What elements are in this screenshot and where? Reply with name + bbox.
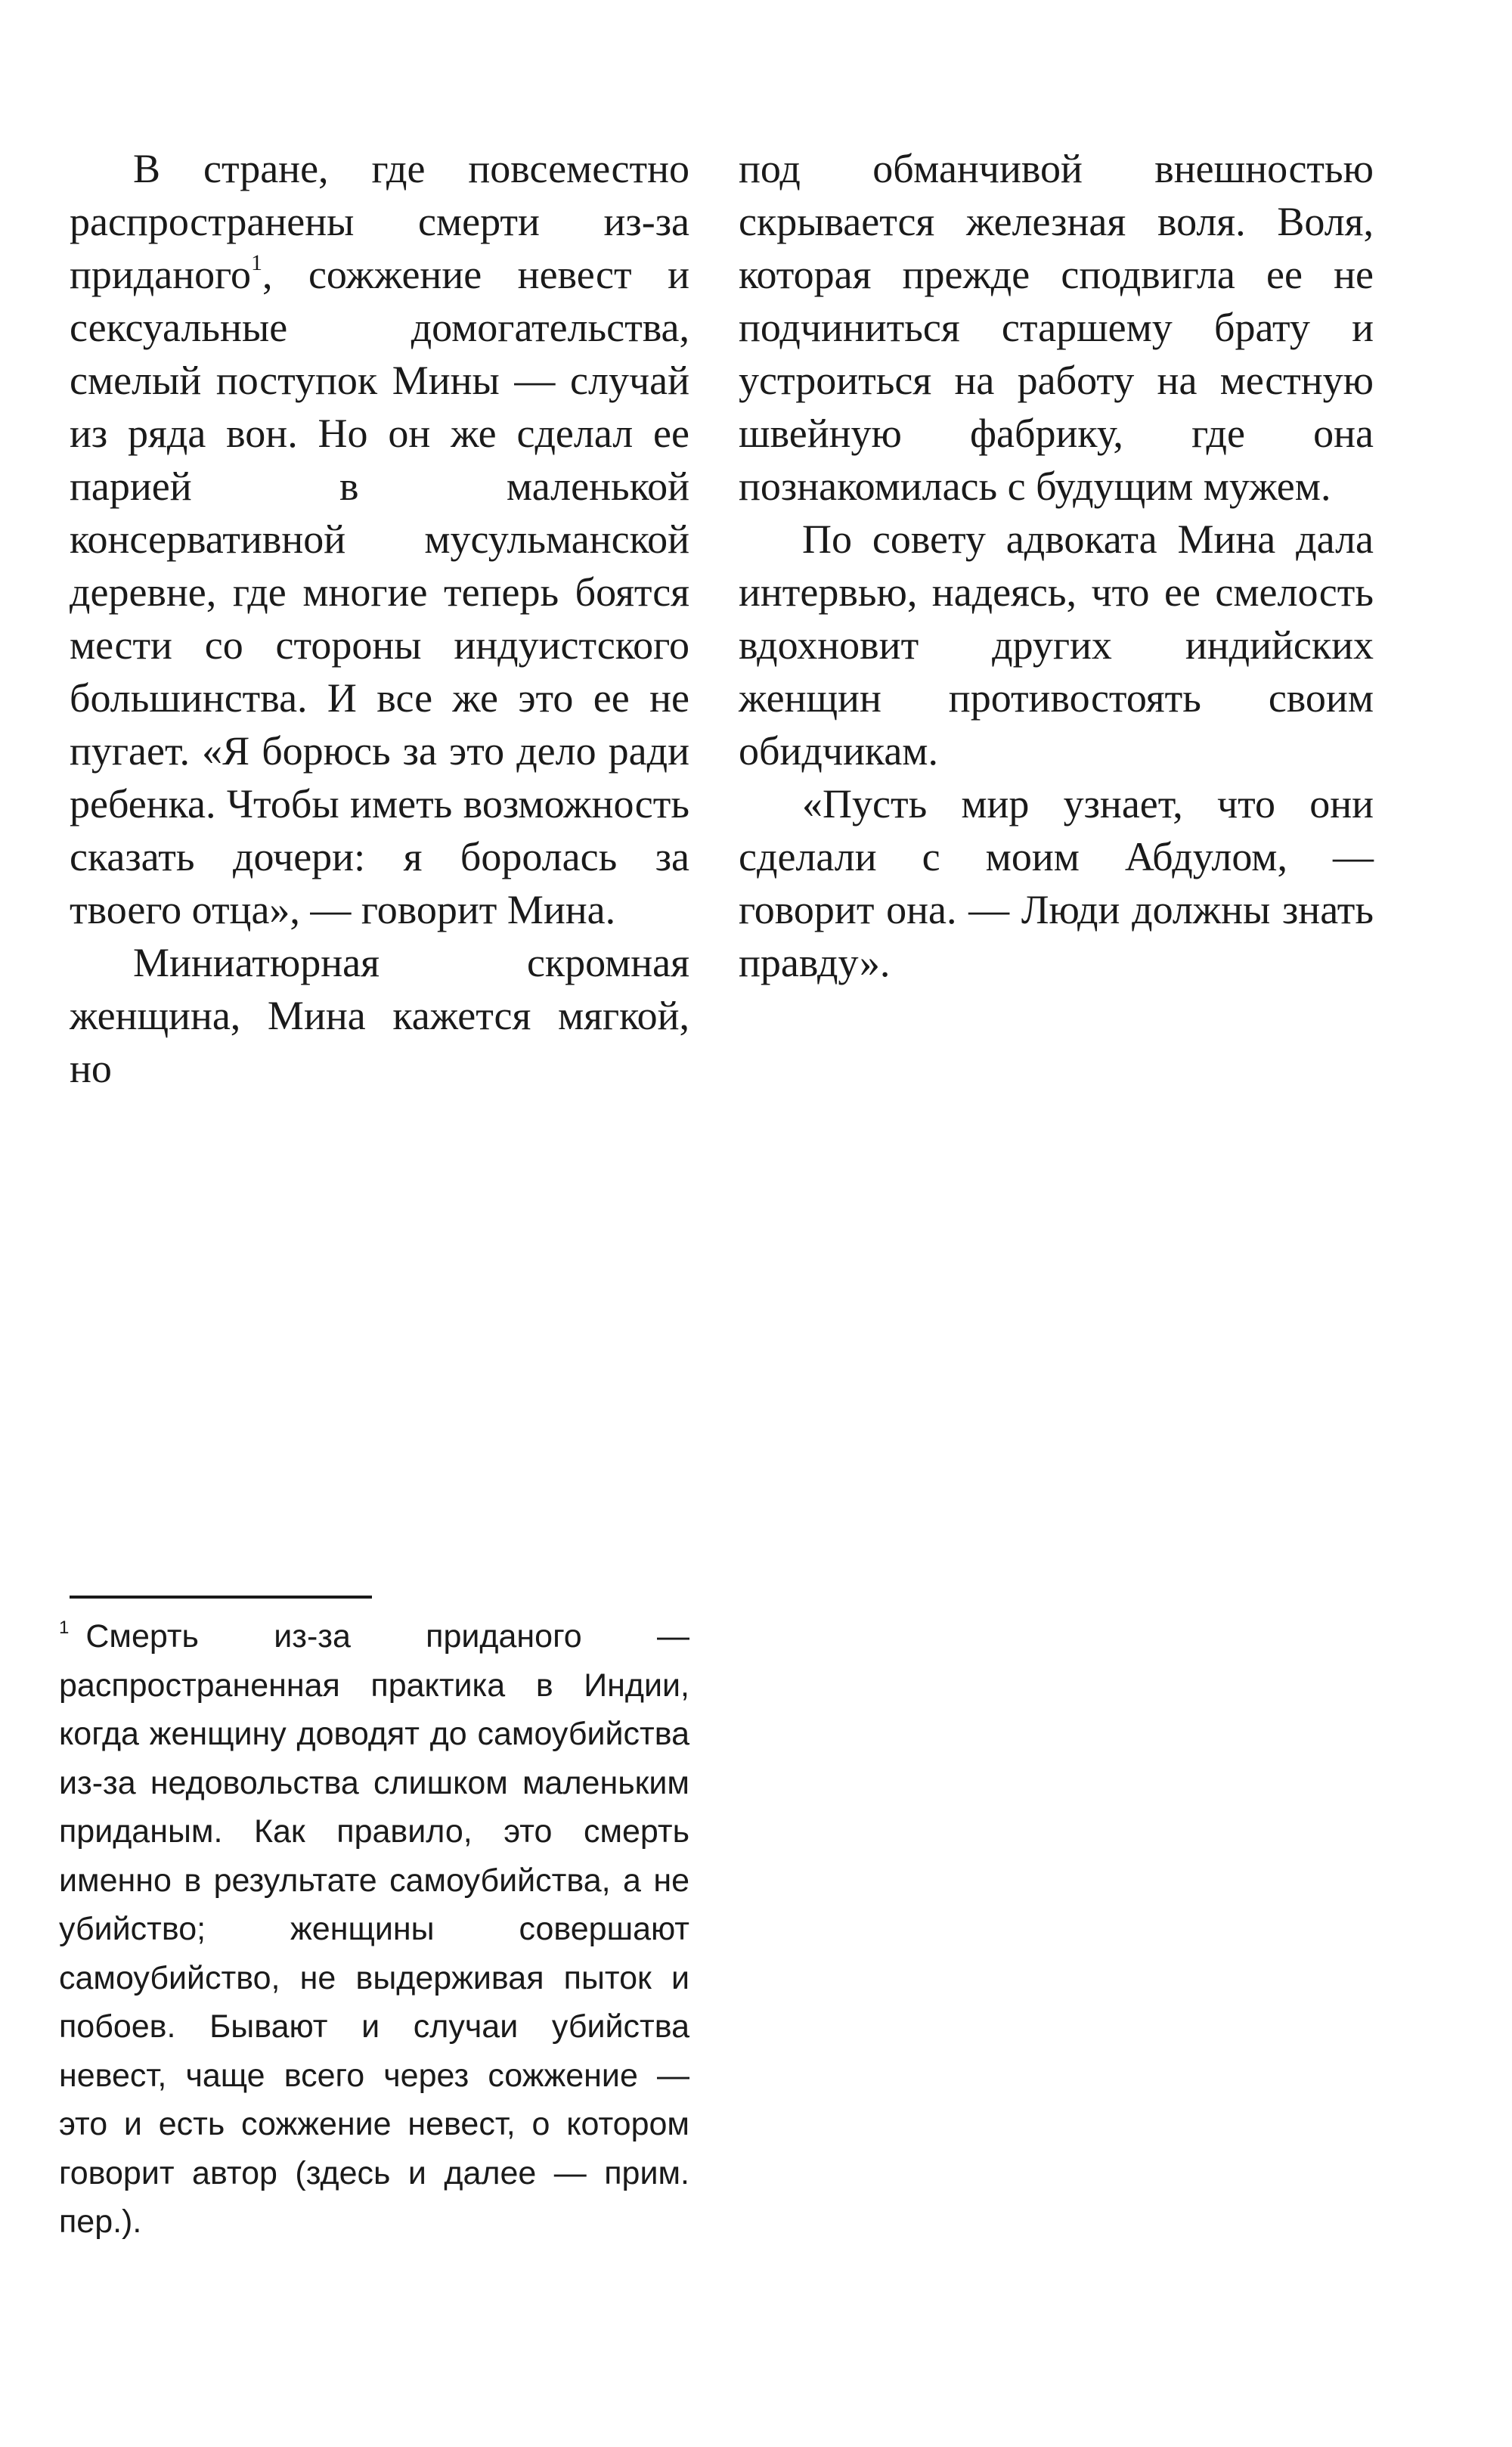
right-column: [739, 142, 1374, 989]
footnote-reference[interactable]: 1: [250, 250, 262, 275]
paragraph-3: По совету адвоката Мина дала интервью, надеясь, что ее смелость вдохновит других индийских женщин противостоять своим обидчикам.: [739, 516, 1374, 774]
left-column: [70, 142, 689, 1095]
footnote-text: Смерть из-за приданого — распространенная практика в Индии, когда женщину доводят до самоубийства из-за недовольства слишком маленьким приданым. Как правило, это смерть именно в результате самоубийства, а не убийство; женщины совершают самоубийство, не выдерживая пыток и побоев. Бывают и случаи убийства невест, чаще всего через сожжение — это и есть сожжение невест, о котором говорит автор (здесь и далее — прим. пер.).: [59, 1618, 689, 2240]
paragraph-4: «Пусть мир узнает, что они сделали с моим Абдулом, — говорит она. — Люди должны знать правду».: [739, 781, 1374, 985]
paragraph-1-text-end: , сожжение невест и сексуальные домогательства, смелый поступок Мины — случай из ряда вон. Но он же сделал ее парией в маленькой консервативной мусульманской деревне, где многие теперь боятся мести со стороны индуистского большинства. И все же это ее не пугает. «Я борюсь за это дело ради ребенка. Чтобы иметь возможность сказать дочери: я боролась за твоего отца», — говорит Мина.: [70, 252, 689, 932]
paragraph-2-continued: под обманчивой внешностью скрывается железная воля. Воля, которая прежде сподвигла ее не подчиниться старшему брату и устроиться на работу на местную швейную фабрику, где она познакомилась с будущим мужем.: [739, 146, 1374, 509]
paragraph-2: Миниатюрная скромная женщина, Мина кажется мягкой, но: [70, 940, 689, 1091]
paragraph-1-text-start: В стране, где повсеместно распространены смерти из-за приданого: [70, 146, 689, 297]
footnote: [59, 1612, 689, 2247]
paragraph-1: [70, 142, 689, 936]
footnote-marker: 1: [59, 1617, 70, 1638]
footnote-divider: [70, 1596, 372, 1599]
